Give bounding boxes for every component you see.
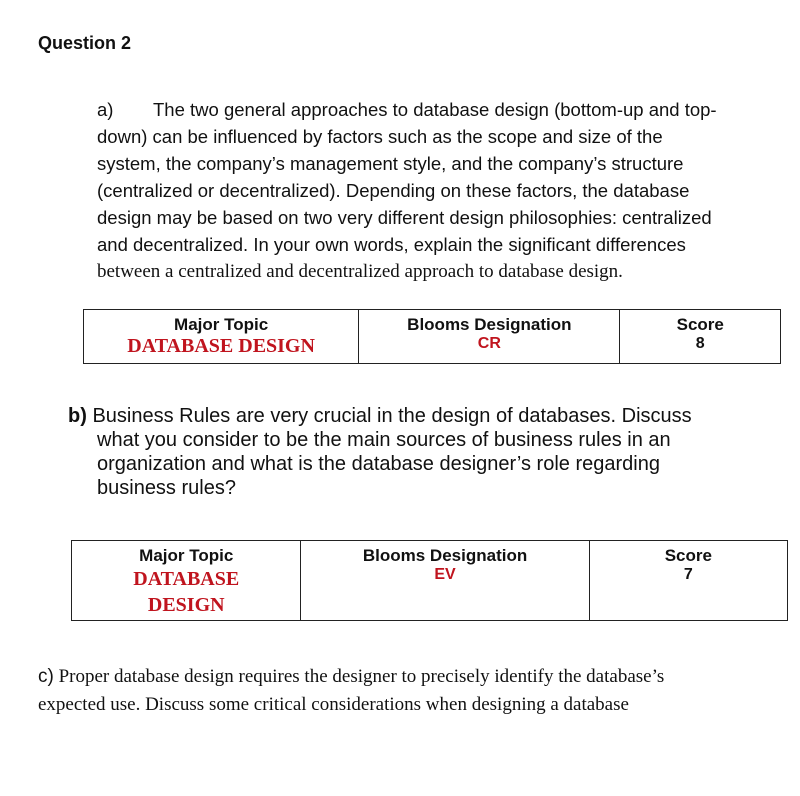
part-a-line: down) can be influenced by factors such as the scope and size of the (97, 126, 663, 147)
part-b-line: what you consider to be the main sources of business rules in an (97, 429, 671, 451)
part-b-meta-table (71, 540, 788, 621)
part-b-line: organization and what is the database designer’s role regarding (97, 453, 660, 475)
blooms-header: Blooms Designation (362, 546, 528, 565)
blooms-header: Blooms Designation (407, 315, 572, 334)
blooms-value: CR (477, 335, 501, 352)
part-a-line: (centralized or decentralized). Depending on these factors, the database (97, 180, 690, 201)
part-b-line: b) Business Rules are very crucial in the design of databases. Discuss (68, 405, 692, 427)
major-topic-value: DATABASE DESIGN (127, 335, 315, 357)
part-a-label: a) (97, 99, 114, 120)
part-c-line: expected use. Discuss some critical considerations when designing a database (38, 694, 629, 715)
part-b-line: business rules? (97, 477, 236, 499)
part-a-text (97, 96, 787, 285)
part-a-line: design may be based on two very different design philosophies: centralized (97, 207, 712, 228)
question-title: Question 2 (38, 33, 132, 53)
major-topic-cell (72, 541, 301, 621)
part-c-label: c) (38, 666, 54, 687)
part-b-label: b) (68, 405, 87, 427)
major-topic-header: Major Topic (139, 546, 234, 565)
major-topic-header: Major Topic (174, 315, 269, 334)
part-c-line: c) Proper database design requires the designer to precisely identify the database’s (38, 666, 665, 687)
score-value: 7 (683, 566, 693, 583)
part-a-line: a) The two general approaches to database design (bottom-up and top- (97, 96, 787, 123)
part-a-line: system, the company’s management style, and the company’s structure (97, 153, 684, 174)
score-value: 8 (695, 335, 705, 352)
score-cell (620, 310, 781, 364)
part-a-meta-table (83, 309, 781, 364)
score-header: Score (676, 315, 724, 334)
part-a-line: between a centralized and decentralized approach to database design. (97, 261, 623, 282)
part-b-text (68, 404, 788, 500)
score-header: Score (664, 546, 712, 565)
part-a-line: and decentralized. In your own words, explain the significant differences (97, 234, 686, 255)
blooms-value: EV (434, 566, 456, 583)
part-c-text (38, 663, 788, 719)
score-cell (589, 541, 787, 621)
major-topic-value-line1: DATABASE (133, 568, 240, 590)
blooms-cell (301, 541, 589, 621)
major-topic-value-line2: DESIGN (147, 594, 225, 616)
major-topic-cell (84, 310, 359, 364)
blooms-cell (359, 310, 620, 364)
